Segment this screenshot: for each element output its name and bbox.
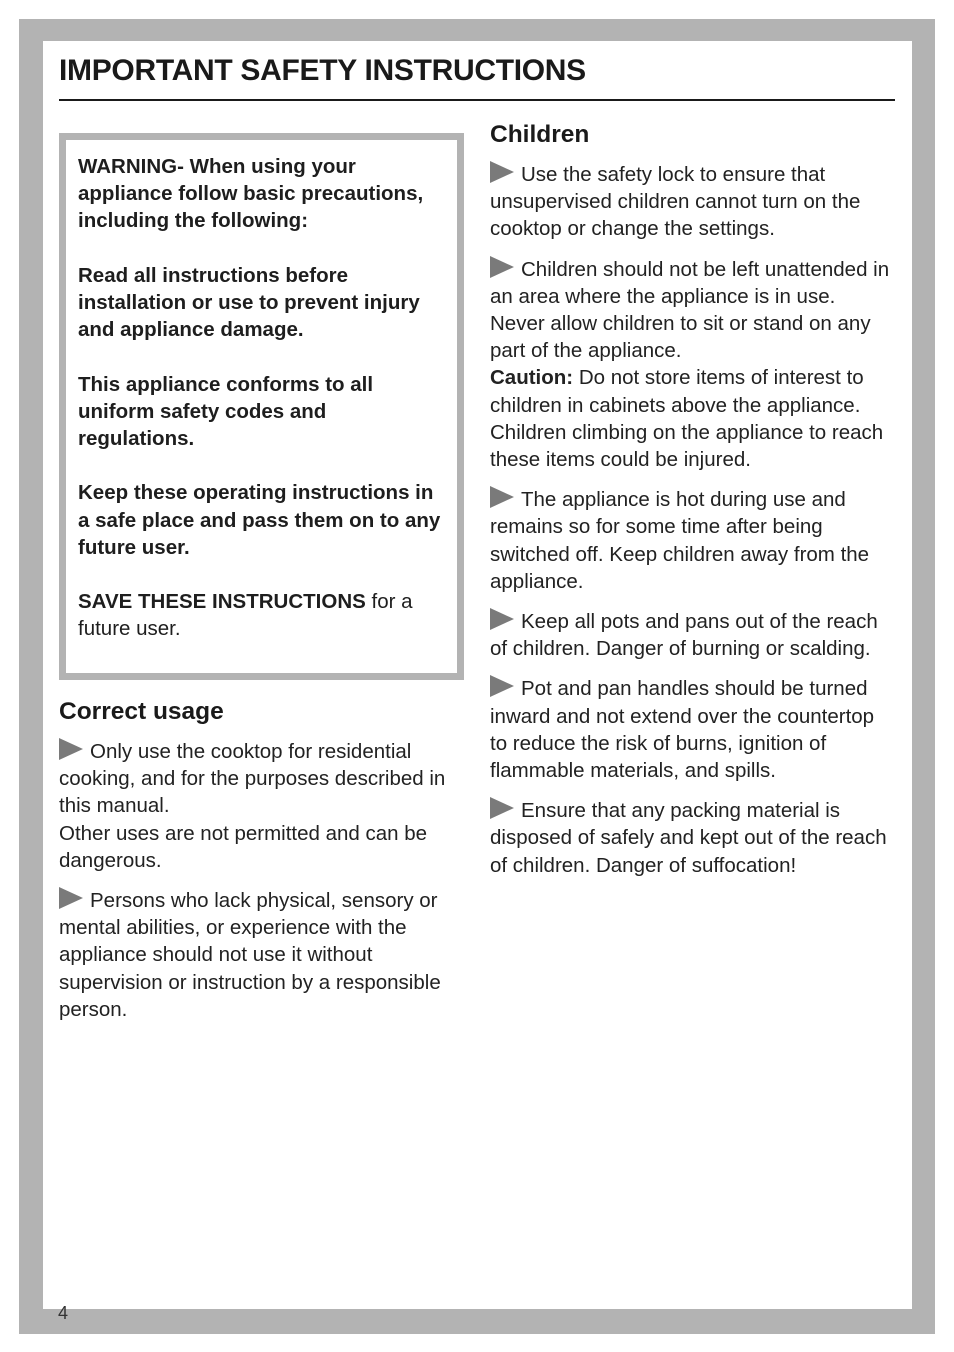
page-number: 4 [58,1303,69,1323]
list-item-text: Pot and pan handles should be turned inward and not extend over the countertop to reduce the risk of burns, ignition of flammable materials, and spills. [490,677,875,783]
triangle-bullet-icon [490,608,514,630]
correct-usage-heading: Correct usage [59,698,224,725]
list-item-text: Ensure that any packing material is disposed of safely and kept out of the reach of children. Danger of suffocation! [490,799,887,877]
triangle-bullet-icon [490,797,514,819]
children-section [490,117,890,892]
save-instructions-bold: SAVE THESE INSTRUCTIONS [78,590,366,614]
triangle-bullet-icon [59,738,83,760]
save-instructions-paragraph [78,588,446,642]
triangle-bullet-icon [59,887,83,909]
warning-box-content [66,140,457,673]
list-item-text: Children should not be left unattended in an area where the appliance is in use. Never allow children to sit or stand on any part of the appliance. [490,257,890,363]
keep-instructions-paragraph: Keep these operating instructions in a safe place and pass them on to any future user. [78,481,441,559]
list-item-text: Persons who lack physical, sensory or mental abilities, or experience with the appliance should not use it without supervision or instruction by a responsible person. [59,889,441,1021]
correct-usage-section [59,694,459,1036]
list-item [490,797,890,879]
list-item-text: The appliance is hot during use and remains so for some time after being switched off. Keep children away from the appliance. [490,488,870,593]
list-item-text: Keep all pots and pans out of the reach of children. Danger of burning or scalding. [490,610,878,661]
caution-text: Do not store items of interest to children in cabinets above the appliance. Children climbing on the appliance to reach these items could be injured. [490,366,884,472]
list-item [490,675,890,784]
save-instructions-text: for a future user. [78,590,413,641]
list-item [490,256,890,365]
warning-box [59,133,464,680]
children-heading: Children [490,121,590,148]
warning-paragraph: WARNING- When using your appliance follow basic precautions, including the following: [78,155,424,233]
list-item [490,161,890,243]
triangle-bullet-icon [490,675,514,697]
conformity-paragraph: This appliance conforms to all uniform safety codes and regulations. [78,372,374,450]
triangle-bullet-icon [490,161,514,183]
list-item [490,486,890,595]
page-title: IMPORTANT SAFETY INSTRUCTIONS [59,54,586,87]
triangle-bullet-icon [490,486,514,508]
list-item-text: Use the safety lock to ensure that unsupervised children cannot turn on the cooktop or change the settings. [490,163,861,241]
caution-label: Caution: [490,366,574,390]
title-divider [59,99,895,101]
list-item-text: Only use the cooktop for residential cooking, and for the purposes described in this manual. [59,740,446,818]
read-instructions-paragraph: Read all instructions before installation or use to prevent injury and appliance damage. [78,263,420,342]
triangle-bullet-icon [490,256,514,278]
list-item [59,887,459,1023]
correct-usage-note: Other uses are not permitted and can be dangerous. [59,821,428,872]
caution-paragraph [490,364,890,473]
list-item [490,608,890,662]
list-item [59,738,459,820]
